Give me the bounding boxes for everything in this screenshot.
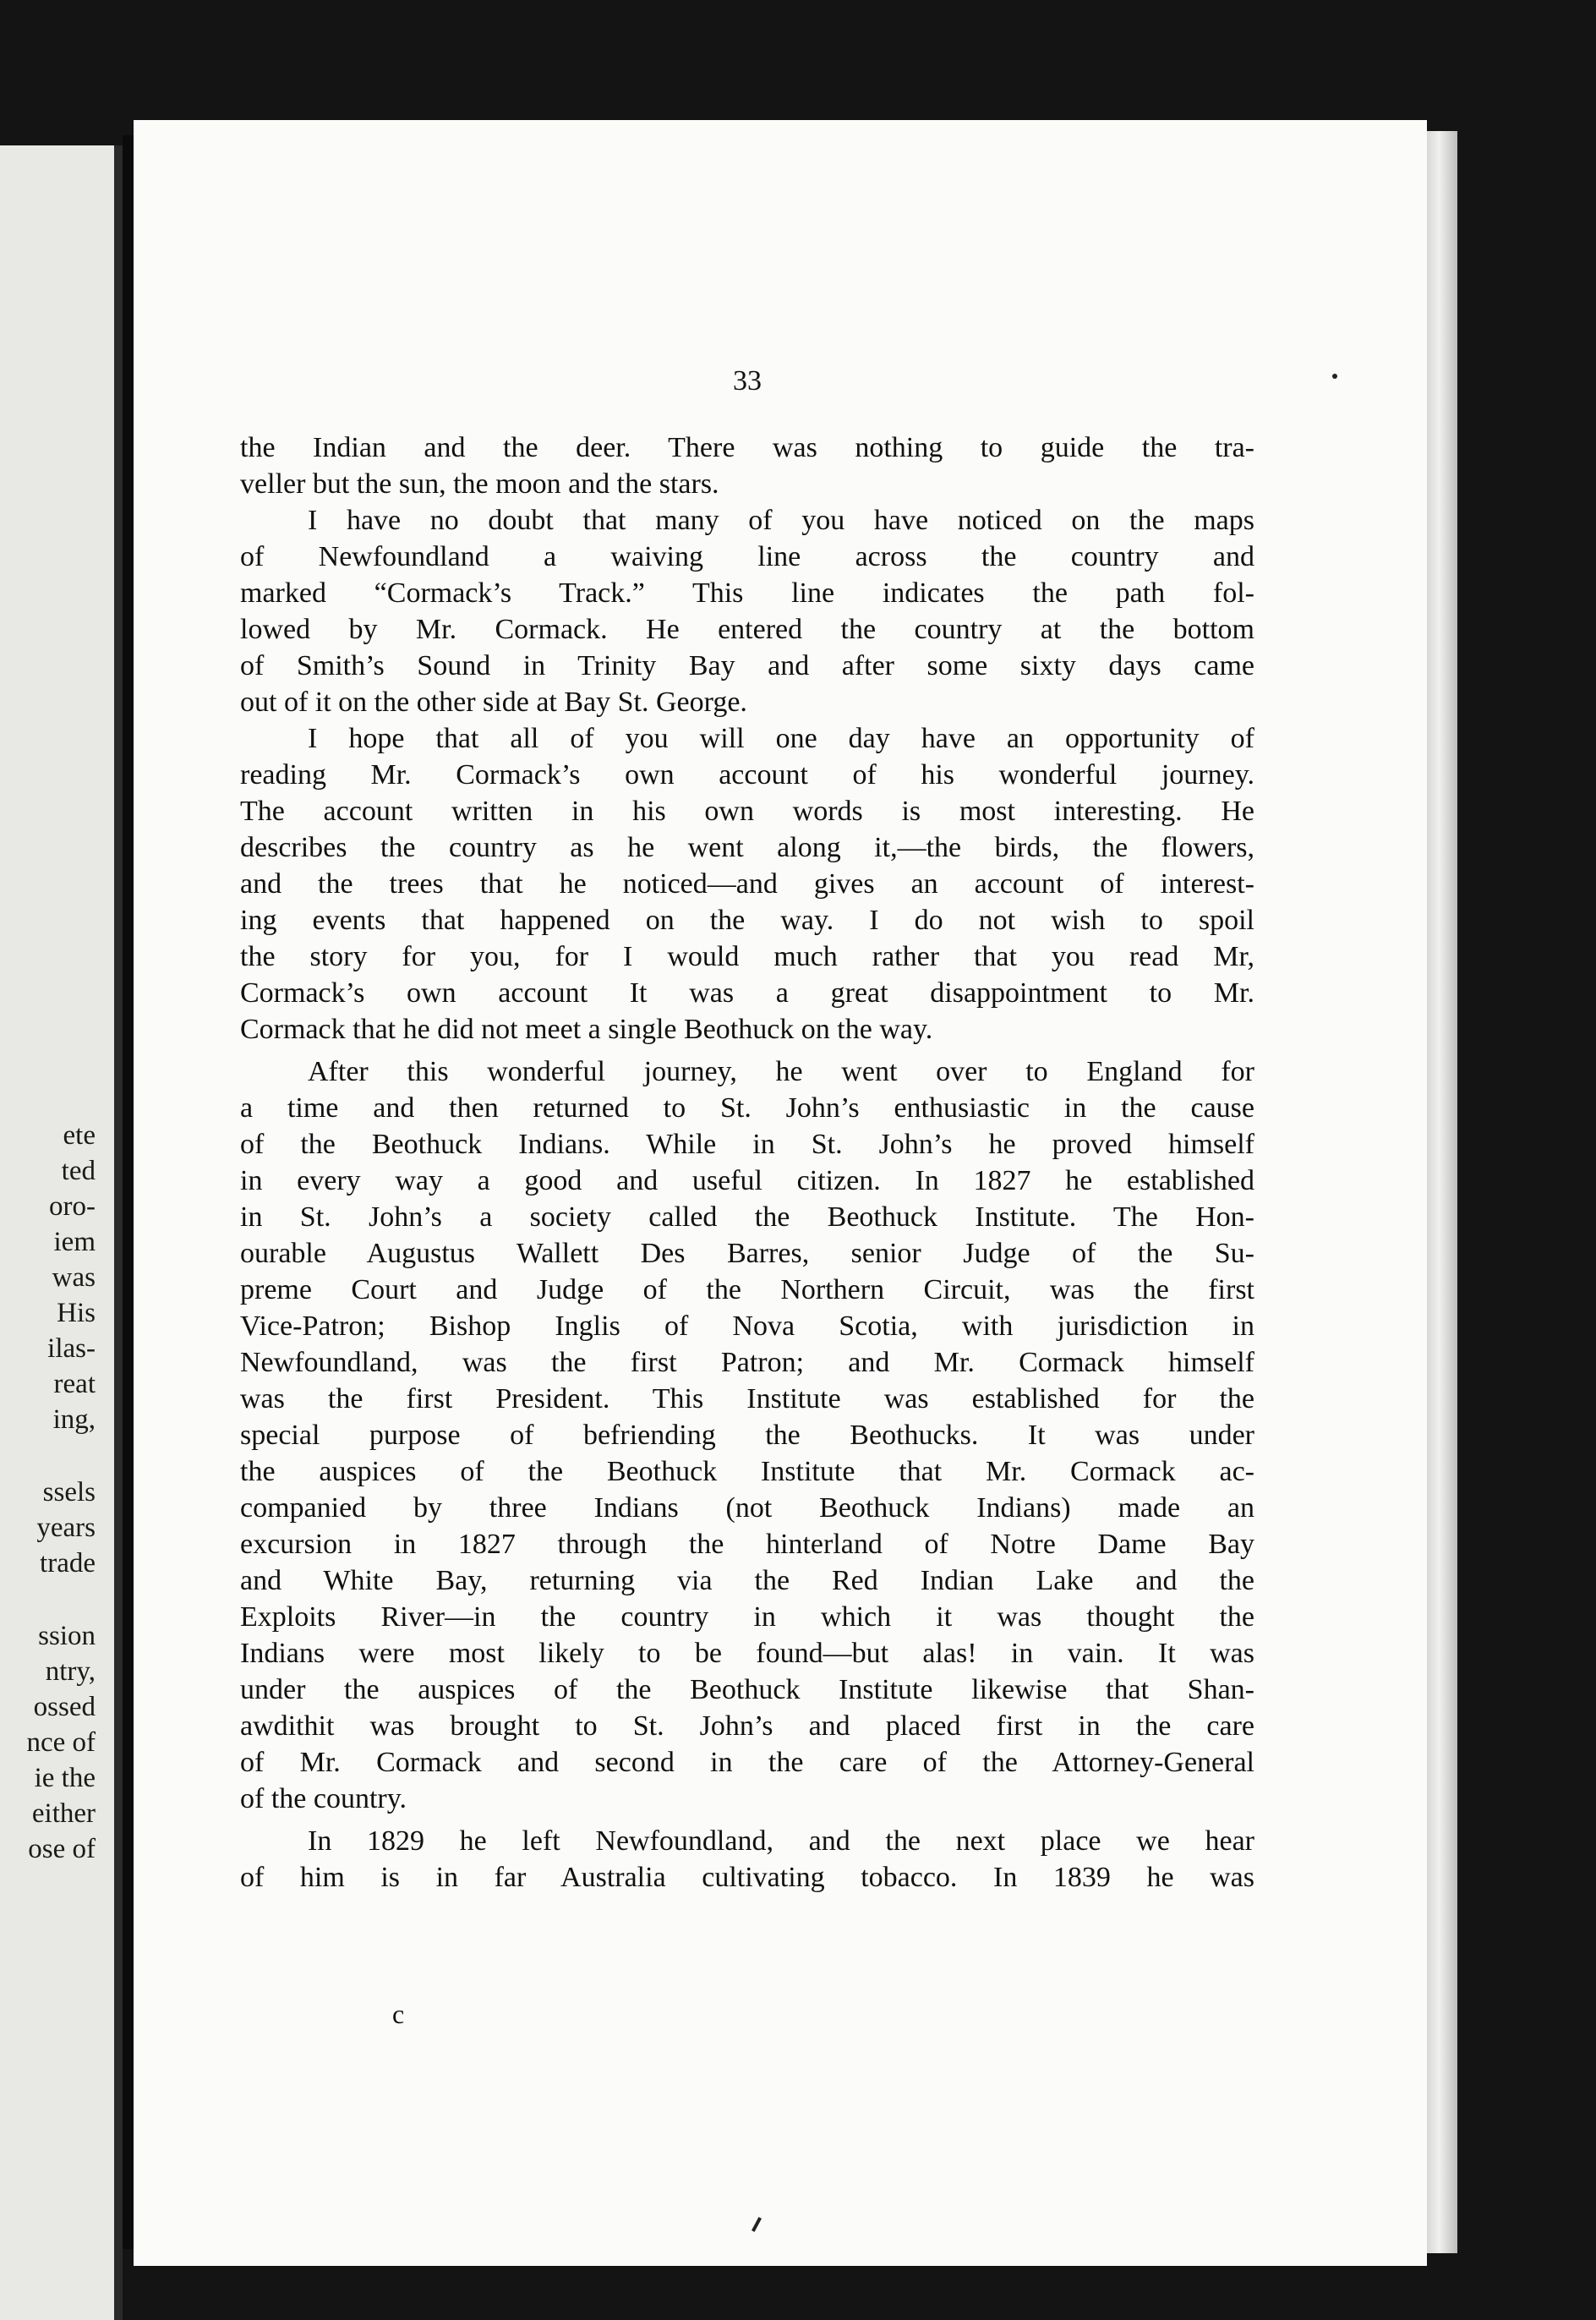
text-line: and White Bay, returning via the Red Indian Lake and the <box>240 1565 1254 1596</box>
left-page-fragment: was <box>52 1262 96 1293</box>
text-line: of the country. <box>240 1783 407 1814</box>
text-line: marked “Cormack’s Track.” This line indicates the path fol- <box>240 577 1254 609</box>
left-page-fragment: ose of <box>28 1834 96 1864</box>
text-line: of him is in far Australia cultivating tobacco. In 1839 he was <box>240 1862 1254 1893</box>
text-line: Newfoundland, was the first Patron; and Mr. Cormack himself <box>240 1347 1254 1378</box>
left-page-fragment: reat <box>53 1369 96 1399</box>
text-line: lowed by Mr. Cormack. He entered the country at the bottom <box>240 614 1254 645</box>
left-page-fragment: nce of <box>26 1727 96 1758</box>
left-page-fragment: ted <box>61 1156 96 1186</box>
text-line: preme Court and Judge of the Northern Circuit, was the first <box>240 1274 1254 1305</box>
text-line: companied by three Indians (not Beothuck Indians) made an <box>240 1492 1254 1524</box>
text-line: Indians were most likely to be found—but alas! in vain. It was <box>240 1638 1254 1669</box>
page-number: 33 <box>733 365 762 397</box>
text-line: Cormack that he did not meet a single Beothuck on the way. <box>240 1014 933 1045</box>
left-page-fragment: ie the <box>34 1763 96 1793</box>
text-line: special purpose of befriending the Beothucks. It was under <box>240 1420 1254 1451</box>
text-line: under the auspices of the Beothuck Institute likewise that Shan- <box>240 1674 1254 1705</box>
text-line: ing events that happened on the way. I do not wish to spoil <box>240 905 1254 936</box>
ink-mark <box>752 2217 762 2232</box>
left-page-fragment: either <box>31 1798 96 1829</box>
text-line: out of it on the other side at Bay St. George. <box>240 687 747 718</box>
print-speck <box>1332 374 1337 379</box>
left-page-fragment: ilas- <box>47 1333 96 1364</box>
left-page-fragment: ssels <box>42 1477 96 1507</box>
text-line: in St. John’s a society called the Beothuck Institute. The Hon- <box>240 1201 1254 1233</box>
left-page-edge <box>0 145 123 2320</box>
text-line: of Mr. Cormack and second in the care of the Attorney-General <box>240 1747 1254 1778</box>
text-line: In 1829 he left Newfoundland, and the next place we hear <box>308 1825 1254 1857</box>
text-line: the Indian and the deer. There was nothing to guide the tra- <box>240 432 1254 463</box>
text-line: Exploits River—in the country in which it was thought the <box>240 1601 1254 1633</box>
text-line: the auspices of the Beothuck Institute that Mr. Cormack ac- <box>240 1456 1254 1487</box>
text-line: reading Mr. Cormack’s own account of his wonderful journey. <box>240 759 1254 791</box>
text-line: was the first President. This Institute was established for the <box>240 1383 1254 1414</box>
text-line: a time and then returned to St. John’s enthusiastic in the cause <box>240 1092 1254 1124</box>
book-page <box>134 120 1427 2266</box>
left-page-fragment: ntry, <box>45 1656 96 1687</box>
text-line: in every way a good and useful citizen. In 1827 he established <box>240 1165 1254 1196</box>
text-line: of the Beothuck Indians. While in St. John’s he proved himself <box>240 1129 1254 1160</box>
text-line: the story for you, for I would much rather that you read Mr, <box>240 941 1254 972</box>
text-line: After this wonderful journey, he went over to England for <box>308 1056 1254 1087</box>
left-page-fragment: His <box>57 1298 96 1328</box>
text-line: veller but the sun, the moon and the stars. <box>240 468 719 500</box>
text-line: describes the country as he went along it,—the birds, the flowers, <box>240 832 1254 863</box>
book-gutter <box>123 135 134 2249</box>
text-line: of Smith’s Sound in Trinity Bay and after some sixty days came <box>240 650 1254 681</box>
text-line: I have no doubt that many of you have noticed on the maps <box>308 505 1254 536</box>
text-line: excursion in 1827 through the hinterland of Notre Dame Bay <box>240 1529 1254 1560</box>
left-page-fragment: ete <box>63 1120 96 1151</box>
left-page-fragment: ssion <box>38 1621 96 1651</box>
text-line: The account written in his own words is most interesting. He <box>240 796 1254 827</box>
left-page-fragment: trade <box>40 1548 96 1579</box>
text-line: I hope that all of you will one day have an opportunity of <box>308 723 1254 754</box>
text-line: and the trees that he noticed—and gives an account of interest- <box>240 868 1254 900</box>
left-page-fragment: ossed <box>33 1692 96 1722</box>
left-page-fragment: iem <box>53 1227 96 1257</box>
text-line: Cormack’s own account It was a great disappointment to Mr. <box>240 977 1254 1009</box>
text-line: Vice-Patron; Bishop Inglis of Nova Scotia, with jurisdiction in <box>240 1310 1254 1342</box>
page-stack-edge <box>1427 131 1457 2253</box>
left-page-fragment: oro- <box>49 1191 96 1222</box>
left-page-fragment: years <box>36 1513 96 1543</box>
text-line: ourable Augustus Wallett Des Barres, senior Judge of the Su- <box>240 1238 1254 1269</box>
text-line: of Newfoundland a waiving line across the country and <box>240 541 1254 572</box>
left-page-fragment: ing, <box>52 1404 96 1435</box>
signature-mark: c <box>392 1999 405 2029</box>
text-line: awdithit was brought to St. John’s and placed first in the care <box>240 1710 1254 1742</box>
